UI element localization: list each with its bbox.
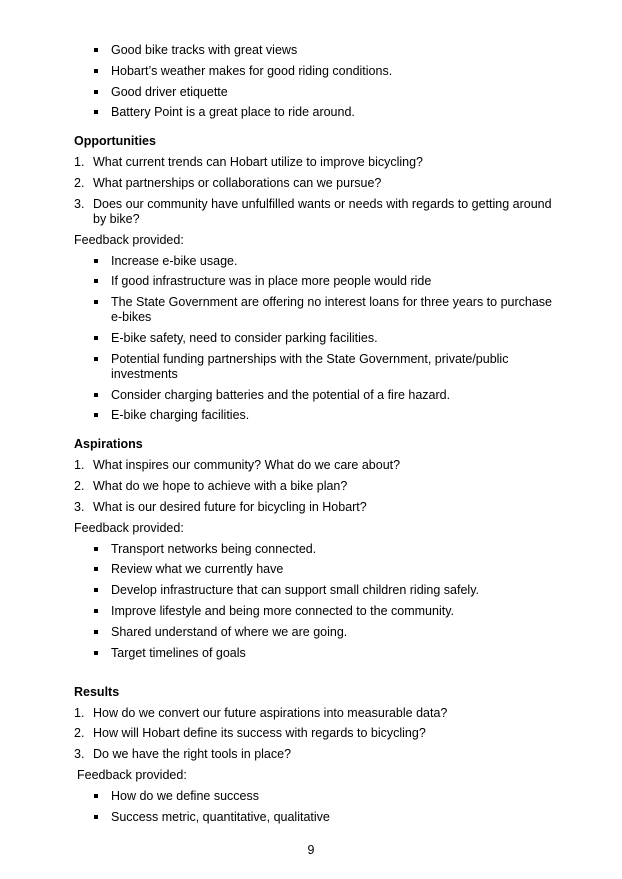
question-item: 3. Does our community have unfulfilled wants or needs with regards to getting around by bike? [74,196,552,226]
page-number: 9 [307,843,315,857]
question-item: 1. How do we convert our future aspirations into measurable data? [74,705,448,720]
feedback-item: Success metric, quantitative, qualitative [74,810,564,825]
feedback-list [74,542,564,661]
question-list [74,706,564,763]
question-item: 1. What inspires our community? What do we care about? [74,458,401,473]
feedback-label: Feedback provided: [74,520,184,535]
question-item: 2. What do we hope to achieve with a bike plan? [74,479,348,494]
question-list [74,155,564,227]
question-item: 2. How will Hobart define its success with regards to bicycling? [74,726,426,741]
bullet-item: Battery Point is a great place to ride around. [74,105,564,120]
feedback-item: The State Government are offering no interest loans for three years to purchase e-bikes [74,295,564,325]
intro-bullet-list [74,43,564,120]
section-results [74,685,564,825]
feedback-list [74,254,564,424]
feedback-label: Feedback provided: [77,767,187,782]
bullet-item: Good driver etiquette [74,85,564,100]
feedback-item: Review what we currently have [74,562,564,577]
question-item: 3. Do we have the right tools in place? [74,747,292,762]
feedback-item: Improve lifestyle and being more connected to the community. [74,604,564,619]
question-item: 2. What partnerships or collaborations can we pursue? [74,176,382,191]
feedback-item: Target timelines of goals [74,646,564,661]
question-item: 1. What current trends can Hobart utilize to improve bicycling? [74,155,424,170]
feedback-item: Increase e-bike usage. [74,254,564,269]
feedback-item: Shared understand of where we are going. [74,625,564,640]
feedback-item: If good infrastructure was in place more people would ride [74,274,564,289]
page-content [74,43,564,830]
feedback-item: E-bike charging facilities. [74,408,564,423]
feedback-item: How do we define success [74,789,564,804]
question-list [74,458,564,515]
feedback-item: Potential funding partnerships with the State Government, private/public investments [74,352,564,382]
question-item: 3. What is our desired future for bicycling in Hobart? [74,499,367,514]
feedback-item: Consider charging batteries and the potential of a fire hazard. [74,388,564,403]
feedback-item: Develop infrastructure that can support small children riding safely. [74,583,564,598]
bullet-item: Hobart’s weather makes for good riding conditions. [74,64,564,79]
feedback-item: E-bike safety, need to consider parking facilities. [74,331,564,346]
feedback-label: Feedback provided: [74,232,184,247]
section-heading: Opportunities [74,134,156,149]
section-opportunities [74,134,564,423]
bullet-item: Good bike tracks with great views [74,43,564,58]
feedback-list [74,789,564,825]
section-heading: Results [74,684,120,699]
section-aspirations [74,437,564,660]
feedback-item: Transport networks being connected. [74,542,564,557]
section-heading: Aspirations [74,437,143,452]
